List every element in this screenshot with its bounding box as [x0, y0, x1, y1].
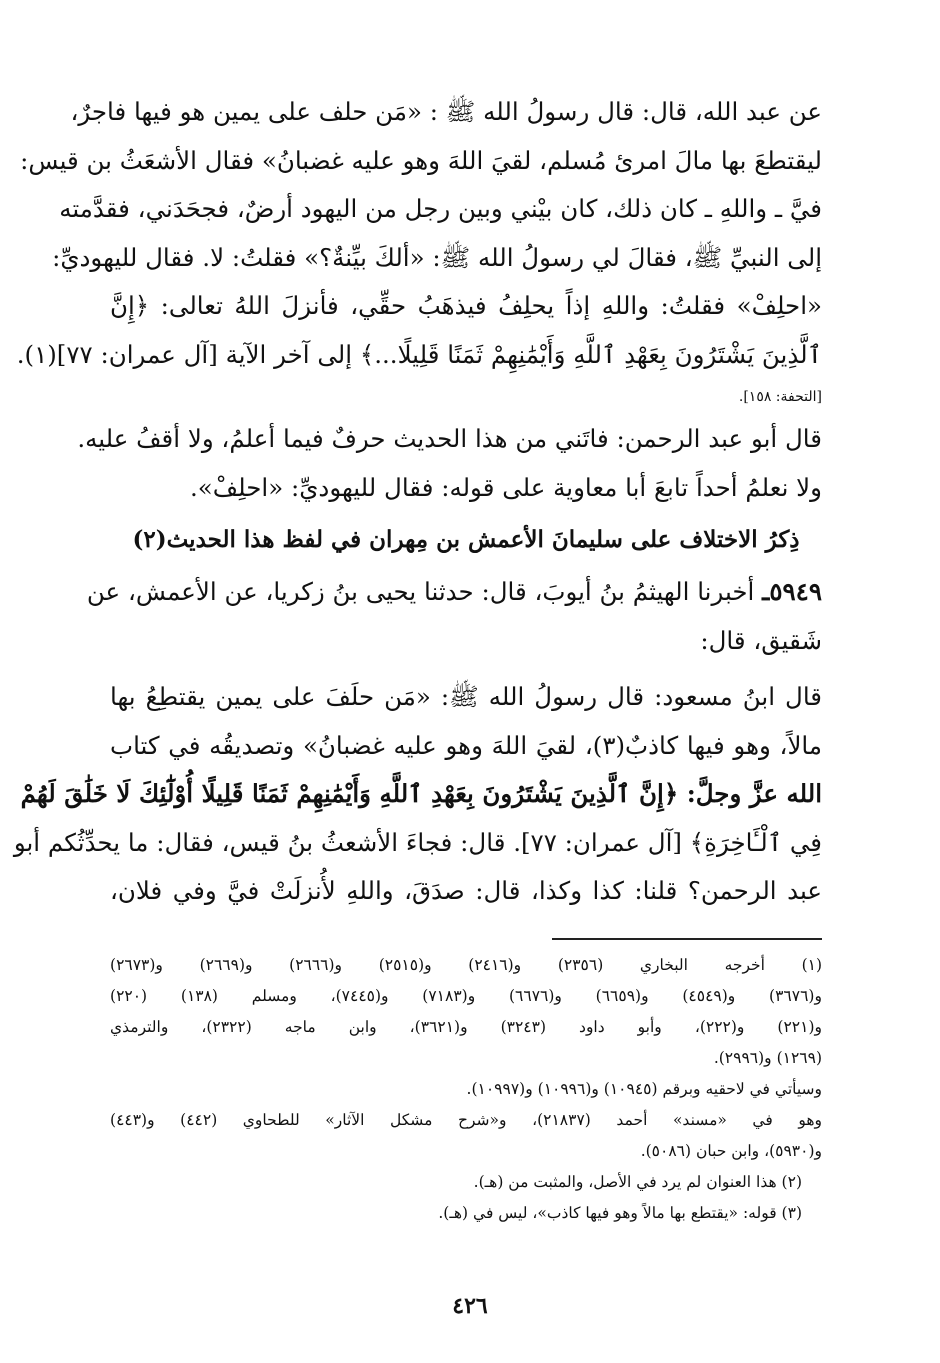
hadith-chain-line: شَقيق، قال: — [700, 625, 822, 655]
footnote-separator — [552, 938, 822, 940]
text-line: فيَّ ـ واللهِ ـ كان ذلك، كان بيْني وبين رجل من اليهود أرضٌ، فجحَدَني، فقدَّمته — [59, 194, 822, 223]
text-line: مالاً، وهو فيها كاذبٌ(٣)، لقيَ اللهَ وهو عليه غضبانُ» وتصديقُه في كتاب — [110, 730, 823, 760]
text-line: ليقتطعَ بها مالَ امرئ مُسلم، لقيَ اللهَ وهو عليه غضبانُ» فقال الأشعَثُ بن قيس: — [20, 145, 822, 175]
text-line: إلى النبيِّ ﷺ، فقالَ لي رسولُ الله ﷺ: «ألكَ بيِّنةٌ؟» فقلتُ: لا. فقال لليهوديِّ: — [52, 242, 822, 272]
main-text — [13, 88, 823, 916]
footnote-line: (١٢٦٩) و(٢٩٩٦). — [713, 1049, 822, 1067]
quran-line: الله عزَّ وجلَّ: ﴿إِنَّ ٱلَّذِينَ يَشْتَرُونَ بِعَهْدِ ٱللَّهِ وَأَيْمَٰنِهِمْ ثَمَنًا قَلِيلًا أُوْلَٰٓئِكَ لَا خَلَٰقَ لَهُمْ — [20, 779, 822, 808]
page-number: ٤٢٦ — [452, 1293, 488, 1319]
text-line: قال أبو عبد الرحمن: فاتَني من هذا الحديث حرفٌ فيما أعلمُ، ولا أقفُ عليه. — [77, 424, 822, 453]
footnote-line: (٣) قوله: «يقتطع بها مالاً وهو فيها كاذب»، ليس في (هـ). — [438, 1204, 802, 1222]
text-line: «احلِفْ» فقلتُ: واللهِ إذاً يحلِفُ فيذهَبُ حقِّي، فأنزلَ اللهُ تعالى: ﴿إِنَّ — [110, 291, 822, 320]
hadith-number: ٥٩٤٩ـ — [762, 577, 822, 606]
footnote-line: (١) أخرجه البخاري (٢٣٥٦) و(٢٤١٦) و(٢٥١٥) و(٢٦٦٦) و(٢٦٦٩) و(٢٦٧٣) — [110, 956, 823, 974]
text-line: ولا نعلمُ أحداً تابعَ أبا معاوية على قوله: فقال لليهوديِّ: «احلِفْ». — [190, 472, 822, 502]
text-line: فِي ٱلْـَٔاخِرَةِ﴾ [آل عمران: ٧٧]. قال: فجاءَ الأشعثُ بنُ قيس، فقال: ما يحدِّثُكم أبو — [13, 827, 822, 857]
tuhfa-reference: [التحفة: ١٥٨]. — [738, 389, 822, 405]
footnotes — [110, 950, 822, 1229]
footnote-line: و(٥٩٣٠)، وابن حبان (٥٠٨٦). — [640, 1142, 822, 1160]
text-line: ٱلَّذِينَ يَشْتَرُونَ بِعَهْدِ ٱللَّهِ وَأَيْمَٰنِهِمْ ثَمَنًا قَلِيلًا...﴾ إلى آخر الآية [آل عمران: ٧٧](١). — [16, 339, 822, 369]
hadith-chain-line — [86, 568, 822, 617]
text-line: عبد الرحمن؟ قلنا: كذا وكذا، قال: صدَقَ، واللهِ لأُنزلَتْ فيَّ وفي فلان، — [110, 876, 822, 905]
footnote-line: وسيأتي في لاحقيه وبرقم (١٠٩٤٥) و(١٠٩٩٦) و(١٠٩٩٧). — [466, 1080, 822, 1098]
section-heading: ذِكرُ الاختلاف على سليمانَ الأعمش بن مِهران في لفظ هذا الحديث(٢) — [132, 526, 800, 553]
text-line: قال ابنُ مسعود: قال رسولُ الله ﷺ: «مَن حلَفَ على يمين يقتطِعُ بها — [110, 682, 822, 711]
footnote-line: (٢) هذا العنوان لم يرد في الأصل، والمثبت من (هـ). — [473, 1173, 802, 1191]
text-line: عن عبد الله، قال: قال رسولُ الله ﷺ : «مَن حلف على يمين هو فيها فاجرٌ، — [70, 97, 822, 126]
footnote-line: و(٢٢١) و(٢٢٢)، وأبو داود (٣٢٤٣) و(٣٦٢١)، وابن ماجه (٢٣٢٢)، والترمذي — [110, 1018, 822, 1036]
hadith-chain-text: أخبرنا الهيثمُ بنُ أيوبَ، قال: حدثنا يحيى بنُ زكريا، عن الأعمش، عن — [86, 577, 755, 606]
footnote-line: وهو في «مسند» أحمد (٢١٨٣٧)، و«شرح مشكل الآثار» للطحاوي (٤٤٢) و(٤٤٣) — [110, 1111, 822, 1129]
footnote-line: و(٣٦٧٦) و(٤٥٤٩) و(٦٦٥٩) و(٦٦٧٦) و(٧١٨٣) و(٧٤٤٥)، ومسلم (١٣٨) (٢٢٠) — [110, 987, 822, 1005]
